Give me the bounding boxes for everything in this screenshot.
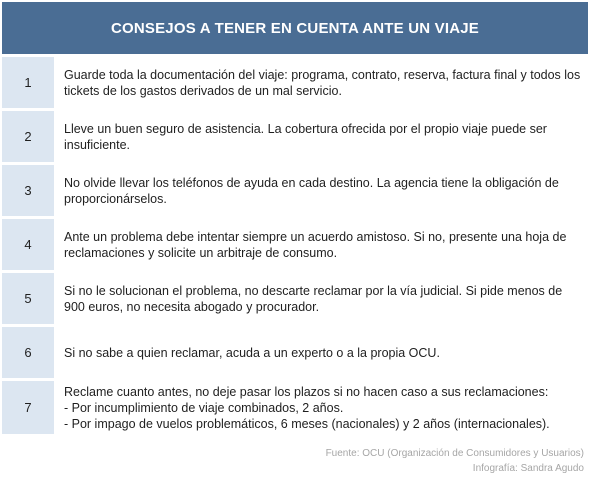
table-header (2, 2, 588, 54)
table-rows (2, 54, 588, 434)
row-text: Ante un problema debe intentar siempre un acuerdo amistoso. Si no, presente una hoja de reclamaciones y solicite un arbitraje de consumo. (57, 219, 588, 270)
row-number: 7 (2, 381, 54, 434)
table-row (2, 273, 588, 324)
row-text: Si no le solucionan el problema, no descarte reclamar por la vía judicial. Si pide menos de 900 euros, no necesita abogado y procurador. (57, 273, 588, 324)
source-credit: Fuente: OCU (Organización de Consumidores y Usuarios) (325, 448, 584, 459)
row-text: Si no sabe a quien reclamar, acuda a un experto o a la propia OCU. (57, 327, 588, 378)
row-number: 3 (2, 165, 54, 216)
tips-table (2, 2, 588, 434)
table-row (2, 219, 588, 270)
row-number: 5 (2, 273, 54, 324)
row-number: 6 (2, 327, 54, 378)
table-row (2, 165, 588, 216)
footer-credits (326, 446, 584, 476)
row-text: Reclame cuanto antes, no deje pasar los plazos si no hacen caso a sus reclamaciones: - Por incumplimiento de viaje combinados, 2 años. - Por impago de vuelos problemáticos, 6 meses (nacionales) y 2 años (internacionales). (57, 381, 588, 434)
row-text: Lleve un buen seguro de asistencia. La cobertura ofrecida por el propio viaje puede ser insuficiente. (57, 111, 588, 162)
row-text: Guarde toda la documentación del viaje: programa, contrato, reserva, factura final y todos los tickets de los gastos derivados de un mal servicio. (57, 57, 588, 108)
row-number: 4 (2, 219, 54, 270)
table-title: CONSEJOS A TENER EN CUENTA ANTE UN VIAJE (110, 19, 480, 37)
table-row (2, 327, 588, 378)
infographic-credit: Infografía: Sandra Agudo (472, 463, 584, 474)
table-row (2, 111, 588, 162)
table-row (2, 381, 588, 434)
table-row (2, 57, 588, 108)
row-text: No olvide llevar los teléfonos de ayuda en cada destino. La agencia tiene la obligación de proporcionárselos. (57, 165, 588, 216)
row-number: 1 (2, 57, 54, 108)
row-number: 2 (2, 111, 54, 162)
